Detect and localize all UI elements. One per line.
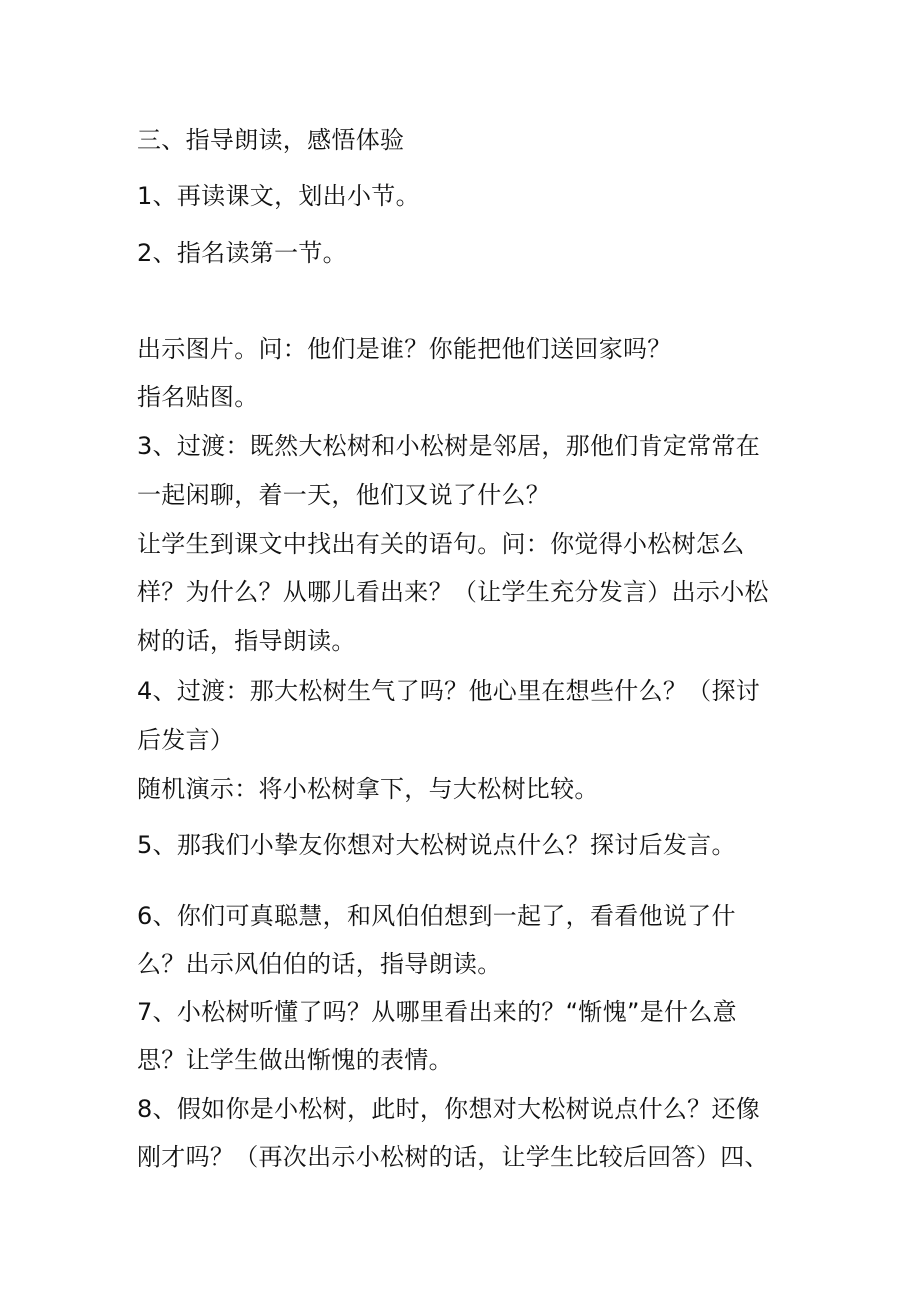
text-line: 3、过渡：既然大松树和小松树是邻居，那他们肯定常常在 — [137, 432, 761, 460]
text-line: 刚才吗？（再次出示小松树的话，让学生比较后回答）四、 — [137, 1143, 769, 1171]
text-line: 思？让学生做出惭愧的表情。 — [137, 1046, 453, 1074]
section-heading: 三、指导朗读，感悟体验 — [137, 126, 405, 154]
text-line: 让学生到课文中找出有关的语句。问：你觉得小松树怎么 — [137, 530, 745, 558]
text-line: 7、小松树听懂了吗？从哪里看出来的？“惭愧”是什么意 — [137, 998, 737, 1026]
text-line: 树的话，指导朗读。 — [137, 627, 356, 655]
text-line: 8、假如你是小松树，此时，你想对大松树说点什么？还像 — [137, 1095, 761, 1123]
text-line: 2、指名读第一节。 — [137, 239, 347, 267]
text-line: 随机演示：将小松树拿下，与大松树比较。 — [137, 775, 599, 803]
text-line: 1、再读课文，划出小节。 — [137, 182, 420, 210]
text-line: 样？为什么？从哪儿看出来？（让学生充分发言）出示小松 — [137, 578, 769, 606]
text-line: 一起闲聊，着一天，他们又说了什么？ — [137, 481, 551, 509]
text-line: 后发言） — [137, 726, 235, 754]
text-line: 5、那我们小挚友你想对大松树说点什么？探讨后发言。 — [137, 831, 736, 859]
text-line: 么？出示风伯伯的话，指导朗读。 — [137, 950, 502, 978]
text-line: 4、过渡：那大松树生气了吗？他心里在想些什么？（探讨 — [137, 677, 761, 705]
text-line: 指名贴图。 — [137, 383, 259, 411]
text-line: 出示图片。问：他们是谁？你能把他们送回家吗？ — [137, 335, 672, 363]
text-line: 6、你们可真聪慧，和风伯伯想到一起了，看看他说了什 — [137, 902, 736, 930]
